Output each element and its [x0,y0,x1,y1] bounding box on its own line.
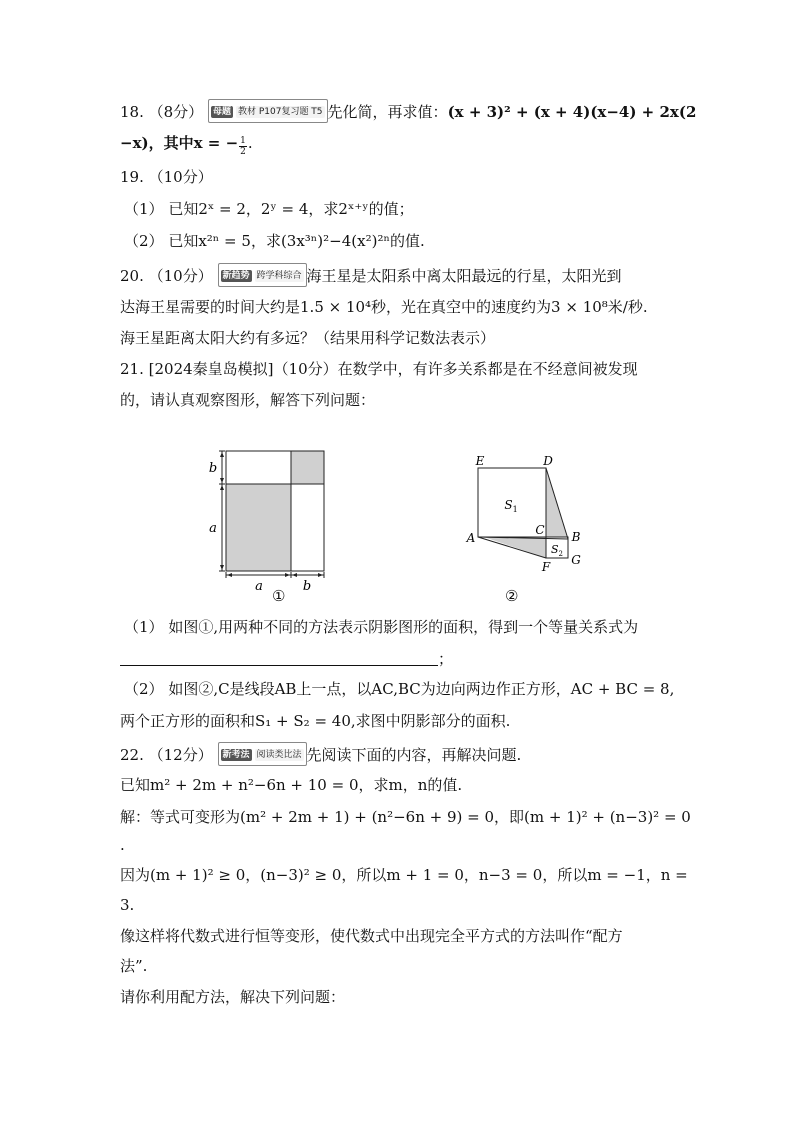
fig1-caption: ① [272,587,286,605]
fig2-label-s1: $S_1$ [504,498,518,514]
q22-line8: 法”. [120,957,148,975]
q21-number: 21. [120,360,144,378]
q18-tag-b: 教材 P107复习题 T5 [237,107,323,117]
q21-p2-text-line1: 如图②,C是线段AB上一点，以AC,BC为边向两边作正方形，AC + BC = 8, [168,680,675,698]
figure-2 [462,450,592,575]
q18-frac-den: 2 [240,147,246,157]
q18-number: 18. [120,103,144,121]
q21-part2-line1 [124,678,684,700]
fig2-label-b: B [571,530,581,544]
q22-number: 22. [120,746,144,764]
q21-answer-blank[interactable] [120,649,438,666]
q18-text: 先化简，再求值： [327,103,448,121]
q21-p2-label: （2） [124,680,164,698]
q22-tag-b: 阅读类比法 [256,750,302,760]
q22-line3: 解：等式可变形为(m² + 2m + 1) + (n²−6n + 9) = 0，即(m + 1)² + (n−3)² = 0 [120,808,691,826]
q18-end: . [247,134,253,152]
fig2-label-e: E [475,454,485,468]
q21-text-line1: 在数学中，有许多关系都是在不经意间被发现 [337,360,638,378]
q19-part1 [124,198,684,220]
q21-p1-label: （1） [124,618,164,636]
q22-line4: . [120,836,125,854]
q19-p1-label: （1） [124,200,164,218]
q21-source: [2024秦皇岛模拟] [148,360,274,378]
fig1-label-a-left: a [209,521,217,536]
fig1-label-a-bottom: a [255,579,263,594]
q21-part2-line2: 两个正方形的面积和S₁ + S₂ = 40,求图中阴影部分的面积. [120,712,511,730]
fig1-arrow [285,573,290,577]
q18-tag-a: 母题 [212,107,231,117]
fig1-label-b-bottom: b [302,579,312,594]
fig1-arrow [227,573,232,577]
figure-1 [200,440,340,605]
fig1-shaded-b-square [291,451,324,484]
q21-line1 [120,358,680,380]
q20-tag-b: 跨学科综合 [256,271,302,281]
fig1-arrow [292,573,297,577]
q18-expr-line1: (x + 3)² + (x + 4)(x−4) + 2x(2 [447,103,697,121]
fig2-caption: ② [505,587,519,605]
q22-tag-a: 新考法 [222,750,250,760]
q20-text-line1: 海王星是太阳系中离太阳最远的行星，太阳光到 [306,267,622,285]
fig1-arrow [220,478,224,483]
q18-line1 [120,99,697,123]
q19-header [120,166,680,188]
q21-p1-end: ； [438,650,454,668]
q20-tag-a: 新趋势 [222,271,250,281]
fig2-label-a: A [466,531,476,545]
q19-p2-label: （2） [124,232,164,250]
q22-line2: 已知m² + 2m + n²−6n + 10 = 0，求m，n的值. [120,776,463,794]
q18-line2 [120,132,680,157]
q20-score: （10分） [148,267,213,285]
q21-line2: 的，请认真观察图形，解答下列问题： [120,391,376,409]
q20-line3: 海王星距离太阳大约有多远？（结果用科学记数法表示） [120,329,496,347]
fig2-label-f: F [541,560,551,574]
q20-line2: 达海王星需要的时间大约是1.5 × 10⁴秒，光在真空中的速度约为3 × 10⁸米/秒. [120,298,648,316]
q22-line5: 因为(m + 1)² ≥ 0，(n−3)² ≥ 0，所以m + 1 = 0，n−3 = 0，所以m = −1，n = [120,866,688,884]
q22-score: （12分） [148,746,213,764]
fig2-label-s2: $S_2$ [550,543,564,558]
q21-part1 [124,616,684,638]
q22-text: 先阅读下面的内容，再解决问题. [306,746,522,764]
q18-tag [208,99,328,123]
q18-fraction [239,136,247,157]
q22-line9: 请你利用配方法，解决下列问题： [120,988,346,1006]
q21-score: （10分） [273,360,338,378]
q22-tag [218,742,307,766]
q18-expr-line2: −x)，其中x = − [120,134,239,152]
q22-line1 [120,742,680,766]
fig1-arrow [220,565,224,570]
q22-line6: 3. [120,896,135,914]
q19-part2 [124,230,684,252]
fig2-label-g: G [571,553,581,567]
q19-number: 19. [120,168,144,186]
q19-score: （10分） [148,168,213,186]
q21-answer-line [120,648,680,670]
q20-line1 [120,263,680,287]
fig1-arrow [220,485,224,490]
q20-tag [218,263,307,287]
q21-p1-text: 如图①,用两种不同的方法表示阴影图形的面积，得到一个等量关系式为 [168,618,639,636]
q18-score: （8分） [148,103,204,121]
fig1-label-b-left: b [208,461,218,476]
q22-line7: 像这样将代数式进行恒等变形，使代数式中出现完全平方式的方法叫作“配方 [120,927,623,945]
fig1-arrow [318,573,323,577]
q20-number: 20. [120,267,144,285]
fig2-label-d: D [543,454,553,468]
fig1-shaded-a-square [226,484,291,571]
fig2-label-c: C [535,523,545,537]
q19-p1-text: 已知2ˣ = 2，2ʸ = 4，求2ˣ⁺ʸ的值； [168,200,414,218]
fig1-arrow [220,452,224,457]
q19-p2-text: 已知x²ⁿ = 5，求(3x³ⁿ)²−4(x²)²ⁿ的值. [168,232,425,250]
q18-frac-num: 1 [240,136,246,146]
